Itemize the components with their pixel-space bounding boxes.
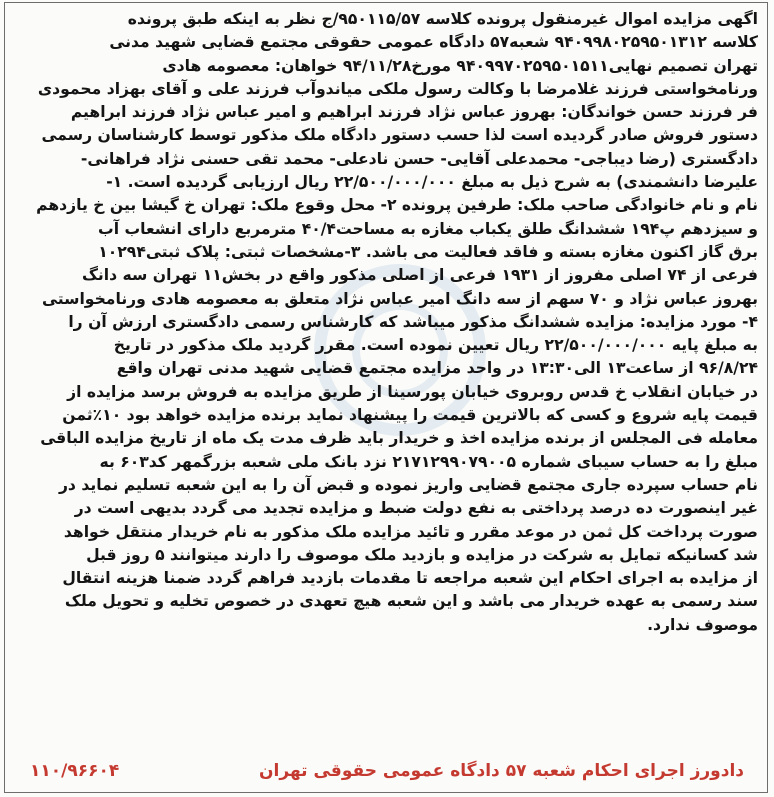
notice-line: سند رسمی به عهده خریدار می باشد و این شعبه هیچ تعهدی در خصوص تخلیه و تحویل ملک (64, 592, 758, 611)
notice-line: برق گاز اکنون مغازه بسته و فاقد فعالیت می باشد. ۳-مشخصات ثبتی: پلاک ثبتی۱۰۲۹۴ (98, 242, 758, 261)
notice-line: دستور فروش صادر گردیده است لذا حسب دستور دادگاه ملک مذکور توسط کارشناسان رسمی (41, 126, 758, 145)
notice-line: معامله فی المجلس از برنده مزایده اخذ و خریدار باید ظرف مدت یک ماه از تاریخ مزایده الباقی (40, 429, 758, 448)
notice-line: نام حساب سپرده جاری مجتمع قضایی واریز نموده و قبض آن را به این شعبه تسلیم نماید در (58, 475, 758, 494)
notice-line: فرعی از ۷۴ اصلی مفروز از ۱۹۳۱ فرعی از اصلی مذکور واقع در بخش۱۱ تهران سه دانگ (81, 266, 758, 285)
notice-line: ۹۶/۸/۲۴ از ساعت۱۳ الی۱۳:۳۰ در واحد مزایده مجتمع قضایی شهید مدنی تهران واقع (116, 359, 758, 378)
notice-line: تهران تصمیم نهایی۹۴۰۹۹۷۰۲۵۹۵۰۱۵۱۱ مورخ۹۴/۱۱/۲۸ خواهان: معصومه هادی (162, 56, 758, 75)
notice-line: دادگستری (رضا دیباجی- محمدعلی آقایی- حسن نادعلی- محمد تقی حسنی نژاد فراهانی- (80, 149, 758, 168)
notice-line: به مبلغ پایه ۲۲/۵۰۰/۰۰۰/۰۰۰ ریال تعیین نموده است. مقرر گردید ملک مذکور در تاریخ (113, 336, 758, 355)
notice-line: صورت پرداخت کل ثمن در موعد مقرر و تائید مزایده ملک مذکور به نام خریدار منتقل خواهد (63, 522, 758, 541)
notice-line: ۴- مورد مزایده: مزایده ششدانگ مذکور میباشد که کارشناس رسمی دادگستری ارزش آن را (68, 312, 758, 331)
notice-footer (30, 757, 744, 787)
auction-notice-text (14, 8, 758, 637)
notice-line: مبلغ را به حساب سیبای شماره ۲۱۷۱۲۹۹۰۷۹۰۰۵ نزد بانک ملی شعبه بزرگمهر کد۶۰۳ به (99, 452, 758, 471)
notice-line: بهروز عباس نژاد و ۷۰ سهم از سه دانگ امیر عباس نژاد متعلق به معصومه هادی ورنامخواستی (41, 289, 758, 308)
notice-line: شد کسانیکه تمایل به شرکت در مزایده و بازدید ملک موصوف را دارند میتوانند ۵ روز قبل (86, 545, 758, 564)
notice-line: و سیزدهم پ۱۹۴ ششدانگ طلق یکباب مغازه به مساحت۴۰/۴ مترمربع دارای انشعاب آب (98, 219, 758, 238)
notice-number: ۱۱۰/۹۶۶۰۴ (30, 761, 120, 781)
notice-line: کلاسه ۹۴۰۹۹۸۰۲۵۹۵۰۱۳۱۲ شعبه۵۷ دادگاه عمومی حقوقی مجتمع قضایی شهید مدنی (109, 33, 758, 52)
notice-line: قیمت پایه شروع و کسی که بالاترین قیمت را پیشنهاد نماید برنده مزایده خواهد بود ۱۰٪ثمن (62, 406, 758, 425)
notice-line: اگهی مزایده اموال غیرمنقول پرونده کلاسه ۹۵۰۱۱۵/۵۷/ج نظر به اینکه طبق پرونده (127, 10, 758, 28)
notice-line: ورنامخواستی فرزند غلامرضا با وکالت رسول ملکی میاندوآب فرزند علی و آقای بهزاد محمودی (37, 79, 758, 98)
notice-line: فر فرزند حسن خواندگان: بهروز عباس نژاد فرزند ابراهیم و امیر عباس نژاد فرزند ابراهیم (70, 103, 758, 122)
notice-line: علیرضا دانشمندی) به شرح ذیل به مبلغ ۲۲/۵۰۰/۰۰۰/۰۰۰ ریال ارزیابی گردیده است. ۱- (106, 173, 758, 192)
notice-line: موصوف ندارد. (647, 615, 758, 634)
notice-line: در خیابان انقلاب خ قدس روبروی خیابان پورسینا از طریق مزایده به فروش برسد مزایده از (67, 382, 758, 401)
issuer-signature: دادورز اجرای احکام شعبه ۵۷ دادگاه عمومی حقوقی تهران (259, 761, 744, 781)
notice-line: از مزایده به اجرای احکام این شعبه مراجعه تا مقدمات بازدید فراهم گردد ضمنا هزینه انتقال (62, 569, 758, 588)
notice-line: غیر اینصورت ده درصد پرداختی به نفع دولت ضبط و مزایده تجدید می گردد بدیهی است در (74, 499, 758, 518)
notice-line: نام و نام خانوادگی صاحب ملک: طرفین پرونده ۲- محل وقوع ملک: تهران خ گیشا بین خ یازدهم (36, 196, 758, 215)
